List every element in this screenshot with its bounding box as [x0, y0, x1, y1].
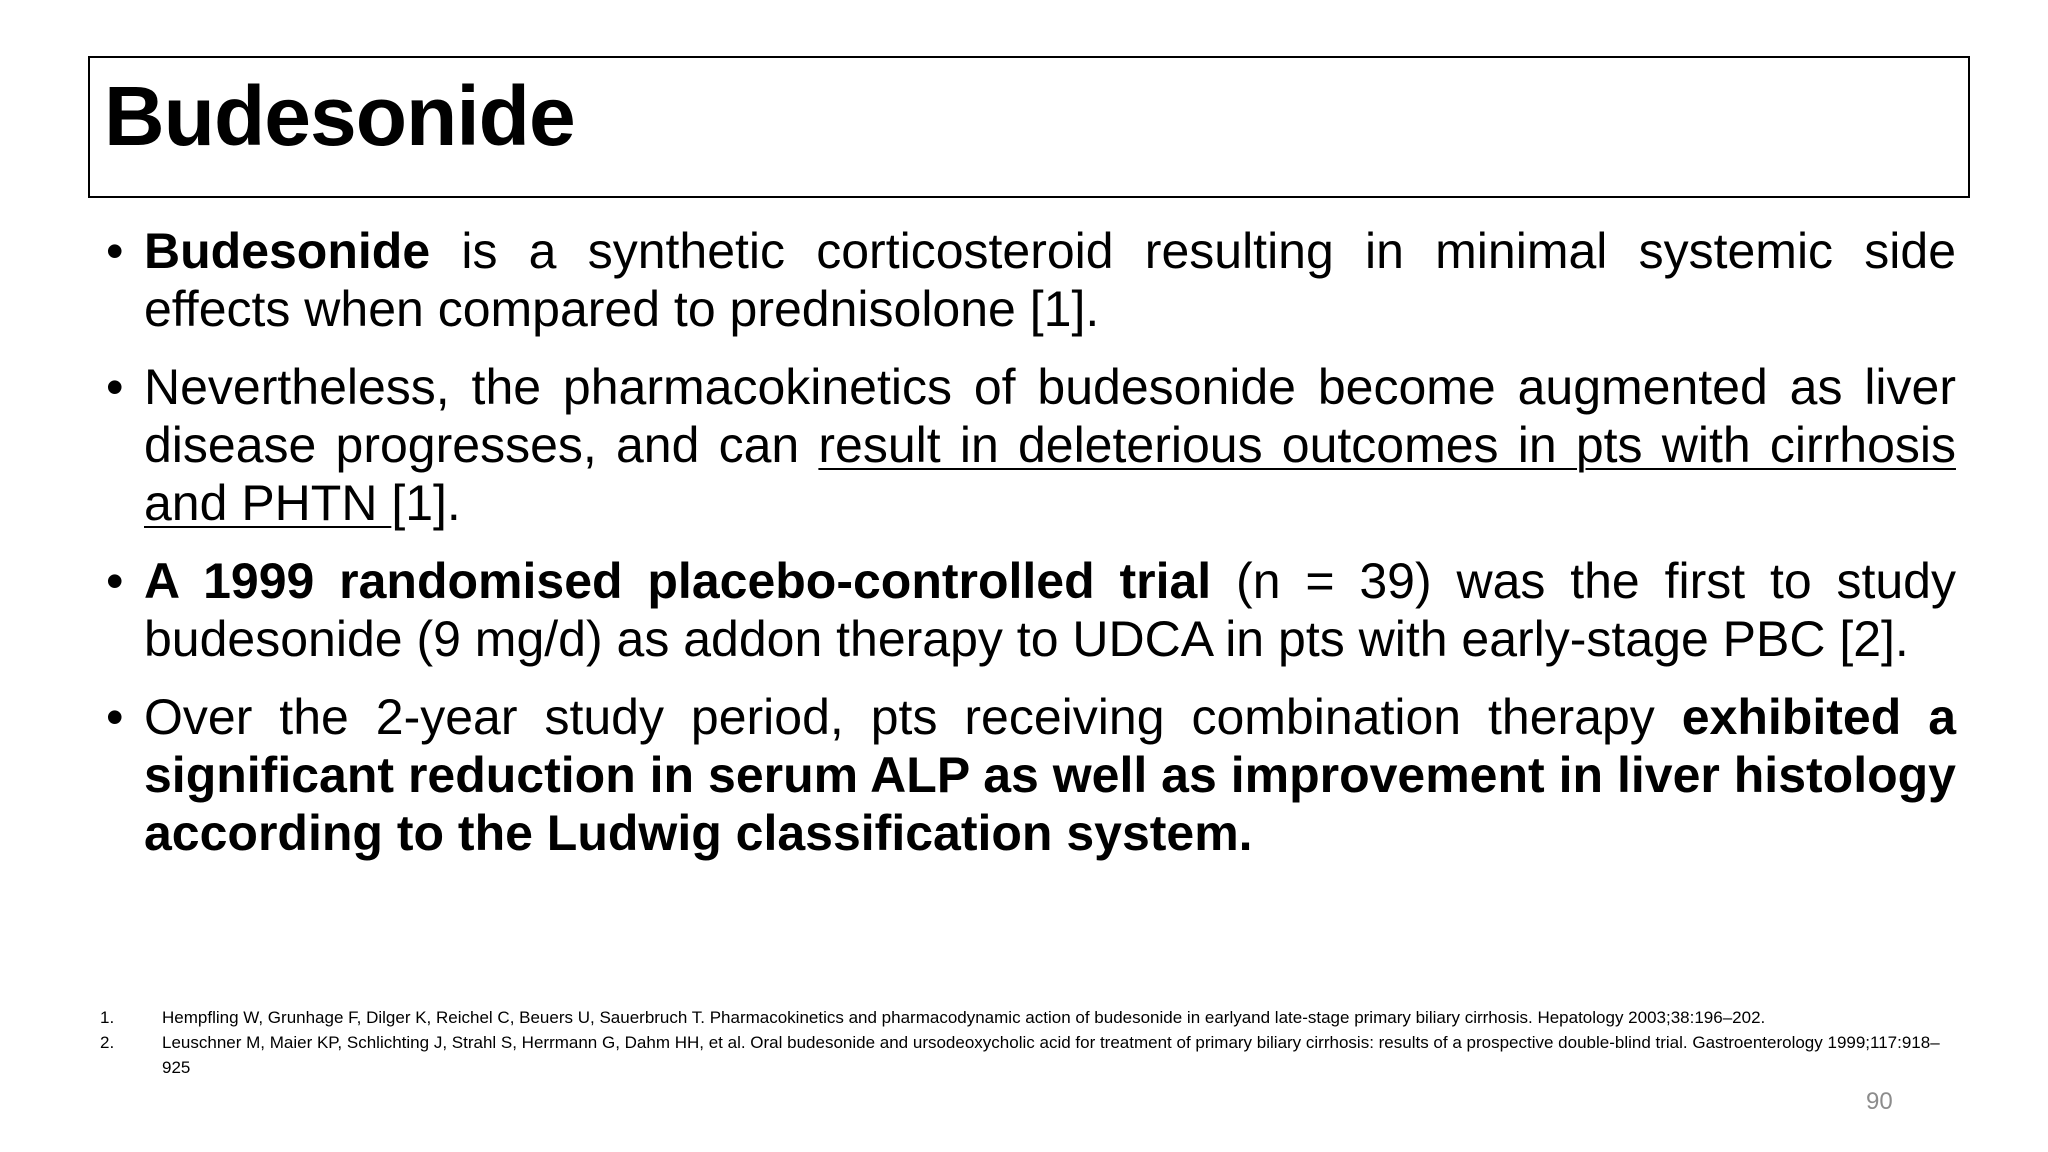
bullet-text-segment: (n = 39) was the first to study budesonide (9 mg/d) as addon therapy to UDCA in pts with early-stage PBC [2].: [144, 553, 1956, 667]
bullet-list: [100, 222, 1956, 882]
bullet-dot-icon: •: [106, 689, 124, 745]
reference-number: 1.: [100, 1008, 115, 1027]
reference-number: 2.: [100, 1033, 115, 1052]
bullet-item: [100, 688, 1956, 862]
reference-item: [100, 1030, 1940, 1080]
bullet-item: [100, 358, 1956, 532]
bullet-dot-icon: •: [106, 359, 124, 415]
reference-item: [100, 1005, 1940, 1030]
reference-text: Leuschner M, Maier KP, Schlichting J, Strahl S, Herrmann G, Dahm HH, et al. Oral budesonide and ursodeoxycholic acid for treatment of primary biliary cirrhosis: results of a prospective double-blind trial. Gastroenterology 1999;117:918–925: [162, 1033, 1940, 1077]
reference-text: Hempfling W, Grunhage F, Dilger K, Reichel C, Beuers U, Sauerbruch T. Pharmacokinetics and pharmacodynamic action of budesonide in earlyand late-stage primary biliary cirrhosis. Hepatology 2003;38:196–202.: [162, 1008, 1766, 1027]
bullet-text-segment: is a synthetic corticosteroid resulting in minimal systemic side effects when compared to prednisolone [1].: [144, 223, 1956, 337]
page-number: 90: [1866, 1088, 1893, 1115]
bullet-text-segment: Budesonide: [144, 223, 431, 279]
bullet-text-segment: Nevertheless, the pharmacokinetics of budesonide become augmented as liver disease progresses, and can: [144, 359, 1956, 473]
bullet-text-segment: exhibited a significant reduction in serum ALP as well as improvement in liver histology according to the Ludwig classification system.: [144, 689, 1956, 861]
reference-list: [100, 1005, 1940, 1080]
bullet-dot-icon: •: [106, 223, 124, 279]
slide-title: Budesonide: [104, 69, 575, 163]
bullet-dot-icon: •: [106, 553, 124, 609]
bullet-item: [100, 552, 1956, 668]
bullet-text-segment: [1].: [391, 475, 461, 531]
bullet-item: [100, 222, 1956, 338]
bullet-text-segment: A 1999 randomised placebo-controlled trial: [144, 553, 1212, 609]
bullet-text-segment: Over the 2-year study period, pts receiving combination therapy: [144, 689, 1682, 745]
title-box: [88, 56, 1970, 198]
bullet-text-segment: result in deleterious outcomes in pts with cirrhosis and PHTN: [144, 417, 1956, 531]
